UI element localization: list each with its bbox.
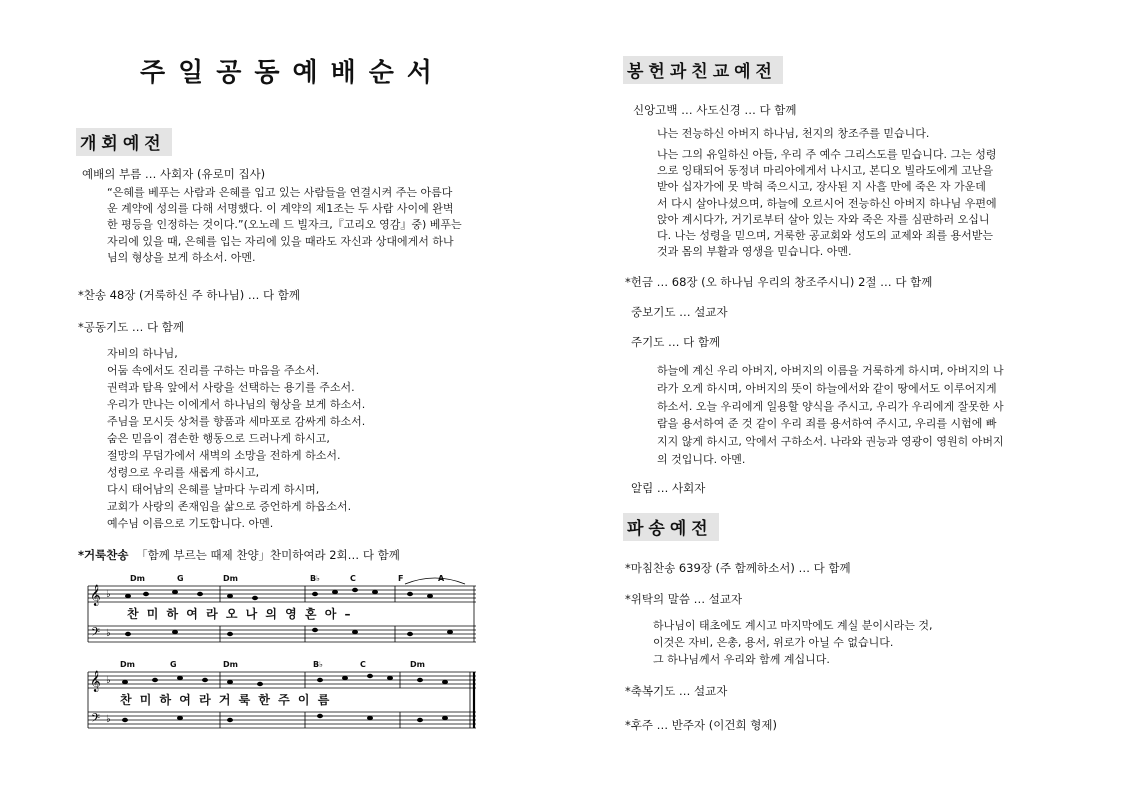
text-line: 것과 몸의 부활과 영생을 믿습니다. 아멘. [657,245,852,259]
commission-text [653,617,933,668]
prayer-line: 다시 태어남의 은혜를 날마다 누리게 하시며, [107,483,320,496]
call-to-worship-text [107,185,467,266]
sanctus-text: 「함께 부르는 때제 찬양」찬미하여라 2회… 다 함께 [136,548,400,562]
svg-text:𝄢: 𝄢 [91,626,101,642]
chord-label: Dm [130,574,145,583]
svg-text:♭: ♭ [106,675,111,686]
text-line: 다. 나는 성령을 믿으며, 거룩한 공교회와 성도의 교제와 죄를 용서받는 [657,229,993,243]
chord-label: Dm [223,574,238,583]
prayer-line: 권력과 탐욕 앞에서 사랑을 선택하는 용기를 주소서. [107,381,355,394]
chord-label: B♭ [310,574,320,583]
prayer-line: 우리가 만나는 이에게서 하나님의 형상을 보게 하소서. [107,398,366,411]
chord-label: Dm [120,660,135,669]
section-heading-opening: 개회예전 [76,128,172,156]
score-lyrics-1: 찬 미 하 여 라 오 나 의 영 혼 아 – [127,607,353,621]
chord-label: A [438,574,445,583]
text-line: “은혜를 베푸는 사람과 은혜를 입고 있는 사람들을 연결시켜 주는 아름다 [107,186,453,199]
svg-text:𝄞: 𝄞 [90,671,101,692]
text-line: 의 것입니다. 아멘. [657,452,746,466]
text-line: 앉아 계시다가, 거기로부터 살아 있는 자와 죽은 자를 심판하러 오십니 [657,212,990,226]
section-heading-offering: 봉헌과친교예전 [623,56,783,84]
chord-label: G [170,660,177,669]
music-score-row-1 [80,572,480,654]
main-title: 주일공동예배순서 [140,58,445,88]
text-line: 받아 십자가에 못 박혀 죽으시고, 장사된 지 사흘 만에 죽은 자 가운데 [657,180,986,194]
sanctus-label: *거룩찬송 [78,548,129,562]
text-line: 나는 전능하신 아버지 하나님, 천지의 창조주를 믿습니다. [657,127,930,140]
svg-text:♭: ♭ [106,714,111,725]
chord-label: C [360,660,366,669]
svg-text:𝄢: 𝄢 [91,712,101,728]
text-line: 하늘에 계신 우리 아버지, 아버지의 이름을 거룩하게 하시며, 아버지의 나 [657,364,1004,377]
prayer-line: 절망의 무덤가에서 새벽의 소망을 전하게 하소서. [107,449,341,462]
benediction-line: *축복기도 … 설교자 [625,684,728,698]
svg-text:♭: ♭ [106,589,111,600]
prayer-line: 자비의 하나님, [107,347,178,360]
chord-label: C [350,574,356,583]
chord-label: Dm [410,660,425,669]
postlude-line: *후주 … 반주자 (이건희 형제) [625,718,777,732]
prayer-line: 어둠 속에서도 진리를 구하는 마음을 주소서. [107,364,320,377]
chord-label: G [177,574,184,583]
music-score-row-2 [80,658,480,740]
score-lyrics-2: 찬 미 하 여 라 거 룩 한 주 이 름 [120,693,332,707]
tithe-line: *헌금 … 68장 (오 하나님 우리의 창조주시니) 2절 … 다 함께 [625,275,933,289]
creed-p1 [657,126,987,142]
section-heading-sending: 파송예전 [623,513,719,541]
lords-prayer-text [657,362,1007,469]
text-line: 하소서. 오늘 우리에게 일용할 양식을 주시고, 우리가 우리에게 잘못한 사 [657,399,1004,413]
text-line: 람을 용서하여 준 것 같이 우리 죄를 용서하여 주시고, 우리를 시험에 빠 [657,417,997,431]
intercession-line: 중보기도 … 설교자 [631,305,728,319]
text-line: 자리에 있을 때, 은혜를 입는 자리에 있을 때라도 자신과 상대에게서 하나 [107,234,454,248]
prayer-line: 예수님 이름으로 기도합니다. 아멘. [107,517,274,530]
call-to-worship-title: 예배의 부름 … 사회자 (유로미 집사) [82,167,266,181]
text-line: 한 평등을 인정하는 것이다.”(오노레 드 빌자크,『고리오 영감』중) 베푸는 [107,218,462,232]
prayer-line: 교회가 사랑의 존재임을 삶으로 증언하게 하옵소서. [107,500,352,513]
creed-p2 [657,147,997,260]
lords-prayer-title: 주기도 … 다 함께 [631,335,721,349]
prayer-text [107,345,365,532]
commission-title: *위탁의 말씀 … 설교자 [625,592,743,606]
chord-label: B♭ [313,660,323,669]
text-line: 하나님이 태초에도 계시고 마지막에도 계실 분이시라는 것, [653,619,933,632]
svg-text:♭: ♭ [106,628,111,639]
prayer-line: 숨은 믿음이 겸손한 행동으로 드러나게 하시고, [107,432,330,445]
creed-title: 신앙고백 … 사도신경 … 다 함께 [633,103,797,117]
chord-label: Dm [223,660,238,669]
sanctus-line [78,548,400,563]
closing-hymn-line: *마침찬송 639장 (주 함께하소서) … 다 함께 [625,561,851,575]
hymn-line: *찬송 48장 (거룩하신 주 하나님) … 다 함께 [78,288,300,302]
prayer-line: 주님을 모시듯 상처를 향품과 세마포로 감싸게 하소서. [107,415,366,428]
announcements-line: 알림 … 사회자 [631,481,706,495]
svg-text:𝄞: 𝄞 [90,585,101,606]
text-line: 서 다시 살아나셨으며, 하늘에 오르시어 전능하신 아버지 하나님 우편에 [657,196,997,210]
prayer-title: *공동기도 … 다 함께 [78,320,184,334]
text-line: 운 계약에 성의를 다해 서명했다. 이 계약의 제1조는 두 사람 사이에 완벽 [107,202,454,216]
prayer-line: 성령으로 우리를 새롭게 하시고, [107,466,260,479]
text-line: 그 하나님께서 우리와 함께 계십니다. [653,653,830,666]
text-line: 라가 오게 하시며, 아버지의 뜻이 하늘에서와 같이 땅에서도 이루어지게 [657,381,997,395]
text-line: 으로 잉태되어 동정녀 마리아에게서 나시고, 본디오 빌라도에게 고난을 [657,164,994,178]
text-line: 님의 형상을 보게 하소서. 아멘. [107,250,256,264]
text-line: 이것은 자비, 은총, 용서, 위로가 아닐 수 없습니다. [653,636,894,649]
chord-label: F [398,574,404,583]
text-line: 나는 그의 유일하신 아들, 우리 주 예수 그리스도를 믿습니다. 그는 성령 [657,148,997,161]
text-line: 지지 않게 하시고, 악에서 구하소서. 나라와 권능과 영광이 영원히 아버지 [657,435,1004,449]
